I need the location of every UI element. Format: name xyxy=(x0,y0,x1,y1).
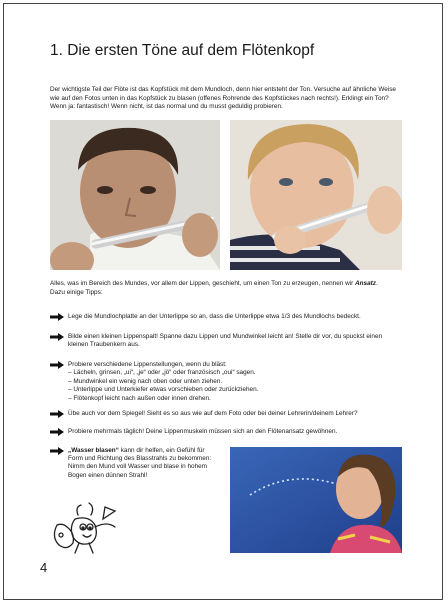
tip-lead: Probiere verschiedene Lippenstellungen, wenn du bläst: xyxy=(68,361,227,368)
page-title: 1. Die ersten Töne auf dem Flötenkopf xyxy=(50,42,315,59)
tip-text xyxy=(68,447,218,480)
arrow-right-icon xyxy=(50,410,64,418)
tip-text: Bilde einen kleinen Lippenspalt! Spanne dazu Lippen und Mundwinkel leicht an! Stelle dir vor, du spuckst einen kleinen Traubenkern aus. xyxy=(68,333,383,349)
photo-blonde-boy-flute xyxy=(230,120,402,270)
tip-text: Übe auch vor dem Spiegel! Sieht es so aus wie auf dem Foto oder bei deiner Lehrerin/deinem Lehrer? xyxy=(68,410,358,417)
water-blowing-title: „Wasser blasen“ xyxy=(68,447,119,454)
intro-paragraph: Der wichtigste Teil der Flöte ist das Kopfstück mit dem Mundloch, denn hier entsteht der Ton. Versuche auf ähnliche Weise wie auf den Fotos unten in das Kopfstück zu blasen (offenes Rohrende des Kopfstückes nach rechts!). Erklingt ein Ton? Wenn ja: fantastisch! Wenn nicht, ist das normal und du musst geduldig probieren. xyxy=(50,86,396,111)
photo-boy-flute xyxy=(50,120,220,270)
ansatz-paragraph: Alles, was im Bereich des Mundes, vor allem der Lippen, geschieht, um einen Ton zu erzeugen, nennen wir Ansatz. Dazu einige Tipps: xyxy=(50,280,378,296)
tip-text: Probiere mehrmals täglich! Deine Lippenmuskeln müssen sich an den Flötenansatz gewöhnen. xyxy=(68,428,338,435)
ansatz-text: Alles, was im Bereich des Mundes, vor allem der Lippen, geschieht, um einen Ton zu erzeugen, nennen wir xyxy=(50,280,354,287)
tip-sub-item: – Mundwinkel ein wenig nach oben oder unten ziehen. xyxy=(68,377,223,385)
arrow-right-icon xyxy=(50,447,64,455)
arrow-right-icon xyxy=(50,361,64,369)
tip-sub-item: – Flötenkopf leicht nach außen oder innen drehen. xyxy=(68,394,211,402)
arrow-right-icon xyxy=(50,313,64,321)
photo-girl-water xyxy=(230,447,402,553)
arrow-right-icon xyxy=(50,333,64,341)
tips-intro: Dazu einige Tipps: xyxy=(50,288,103,296)
page-number: 4 xyxy=(40,560,48,575)
arrow-right-icon xyxy=(50,428,64,436)
tip-sub-item: – Unterlippe und Unterkiefer etwas vorschieben oder zurückziehen. xyxy=(68,386,259,394)
mascot-doodle xyxy=(45,497,130,557)
tip-sub-item: – Lächeln, grinsen, „ui“, „je“ oder „jö“ oder französisch „oui“ sagen. xyxy=(68,369,256,377)
tip-text xyxy=(68,361,404,403)
water-blowing-text: kann dir helfen, ein Gefühl für Form und Richtung des Blasstrahls zu bekommen: Nimm den Mund voll Wasser und blase in hohem Bogen einen dünnen Strahl! xyxy=(68,447,212,479)
ansatz-term: Ansatz xyxy=(355,280,376,287)
tip-text: Lege die Mundlochplatte an der Unterlippe so an, dass die Unterlippe etwa 1/3 des Mundlochs bedeckt. xyxy=(68,313,361,320)
